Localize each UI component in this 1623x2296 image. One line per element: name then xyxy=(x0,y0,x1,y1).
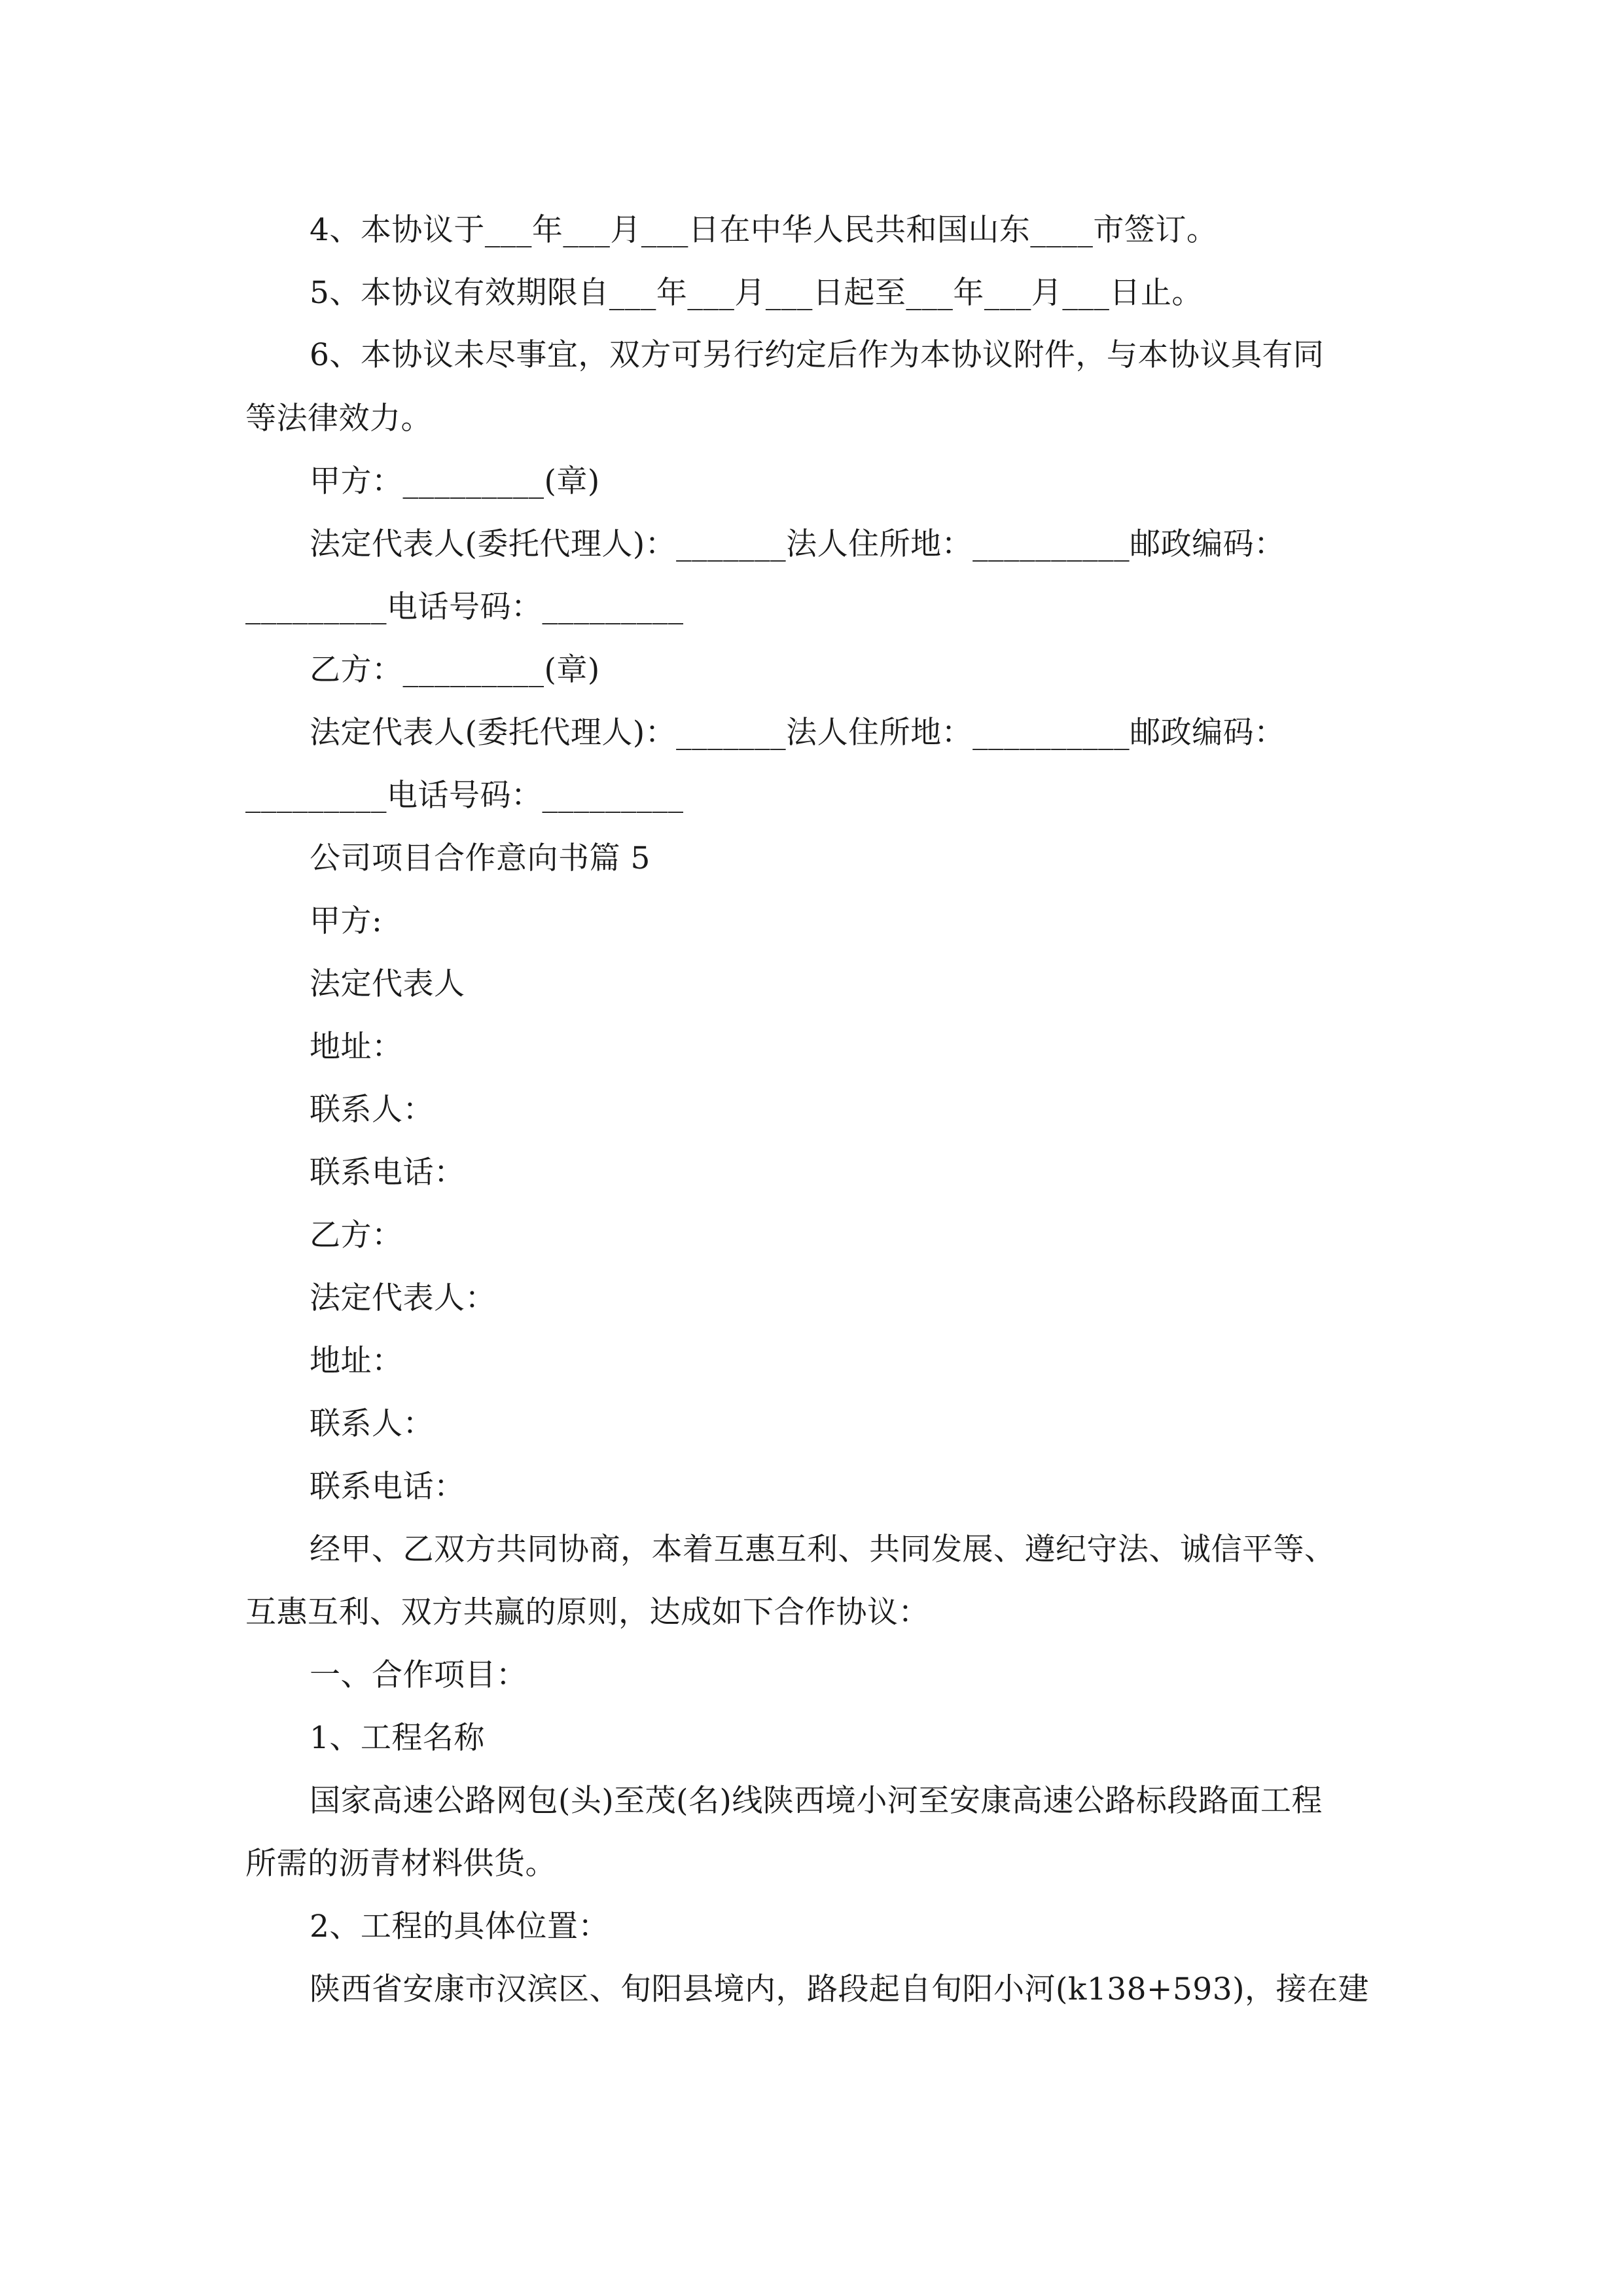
project-location-heading: 2、工程的具体位置： xyxy=(310,1909,609,1945)
party-a-seal-line: 甲方：_________(章) xyxy=(310,463,600,499)
party-a-phone-line: _________电话号码：_________ xyxy=(245,589,684,625)
party-b-address: 地址： xyxy=(310,1343,403,1379)
preamble-continuation: 互惠互利、双方共赢的原则，达成如下合作协议： xyxy=(245,1594,929,1630)
clause-4-signing-place: 4、本协议于___年___月___日在中华人民共和国山东____市签订。 xyxy=(310,212,1218,248)
party-a-contact: 联系人： xyxy=(310,1092,434,1128)
party-b-seal-line: 乙方：_________(章) xyxy=(310,652,600,688)
party-a-address: 地址： xyxy=(310,1029,403,1065)
party-b-phone-line: _________电话号码：_________ xyxy=(245,778,684,814)
party-b-representative-line: 法定代表人(委托代理人)：_______法人住所地：__________邮政编码： xyxy=(310,715,1285,751)
preamble-first-line: 经甲、乙双方共同协商，本着互惠互利、共同发展、遵纪守法、诚信平等、 xyxy=(310,1532,1336,1568)
party-a-contact-phone: 联系电话： xyxy=(310,1155,465,1191)
party-b-legal-representative: 法定代表人： xyxy=(310,1280,496,1316)
party-b-contact-phone: 联系电话： xyxy=(310,1469,465,1505)
clause-6-continuation: 等法律效力。 xyxy=(245,401,432,437)
party-b-contact: 联系人： xyxy=(310,1406,434,1442)
party-a-label: 甲方: xyxy=(310,903,383,939)
party-a-legal-representative: 法定代表人 xyxy=(310,966,465,1002)
project-name-continuation: 所需的沥青材料供货。 xyxy=(245,1846,556,1882)
project-name-heading: 1、工程名称 xyxy=(310,1720,485,1756)
project-location-first-line: 陕西省安康市汉滨区、旬阳县境内，路段起自旬阳小河(k138+593)，接在建 xyxy=(310,1971,1369,2007)
clause-5-validity-period: 5、本协议有效期限自___年___月___日起至___年___月___日止。 xyxy=(310,275,1203,311)
section-heading: 公司项目合作意向书篇 5 xyxy=(310,840,651,876)
clause-6-first-line: 6、本协议未尽事宜，双方可另行约定后作为本协议附件，与本协议具有同 xyxy=(310,337,1325,373)
cooperation-project-heading: 一、合作项目： xyxy=(310,1657,527,1693)
party-a-representative-line: 法定代表人(委托代理人)：_______法人住所地：__________邮政编码： xyxy=(310,526,1285,562)
party-b-label: 乙方： xyxy=(310,1217,403,1253)
project-name-first-line: 国家高速公路网包(头)至茂(名)线陕西境小河至安康高速公路标段路面工程 xyxy=(310,1783,1323,1819)
